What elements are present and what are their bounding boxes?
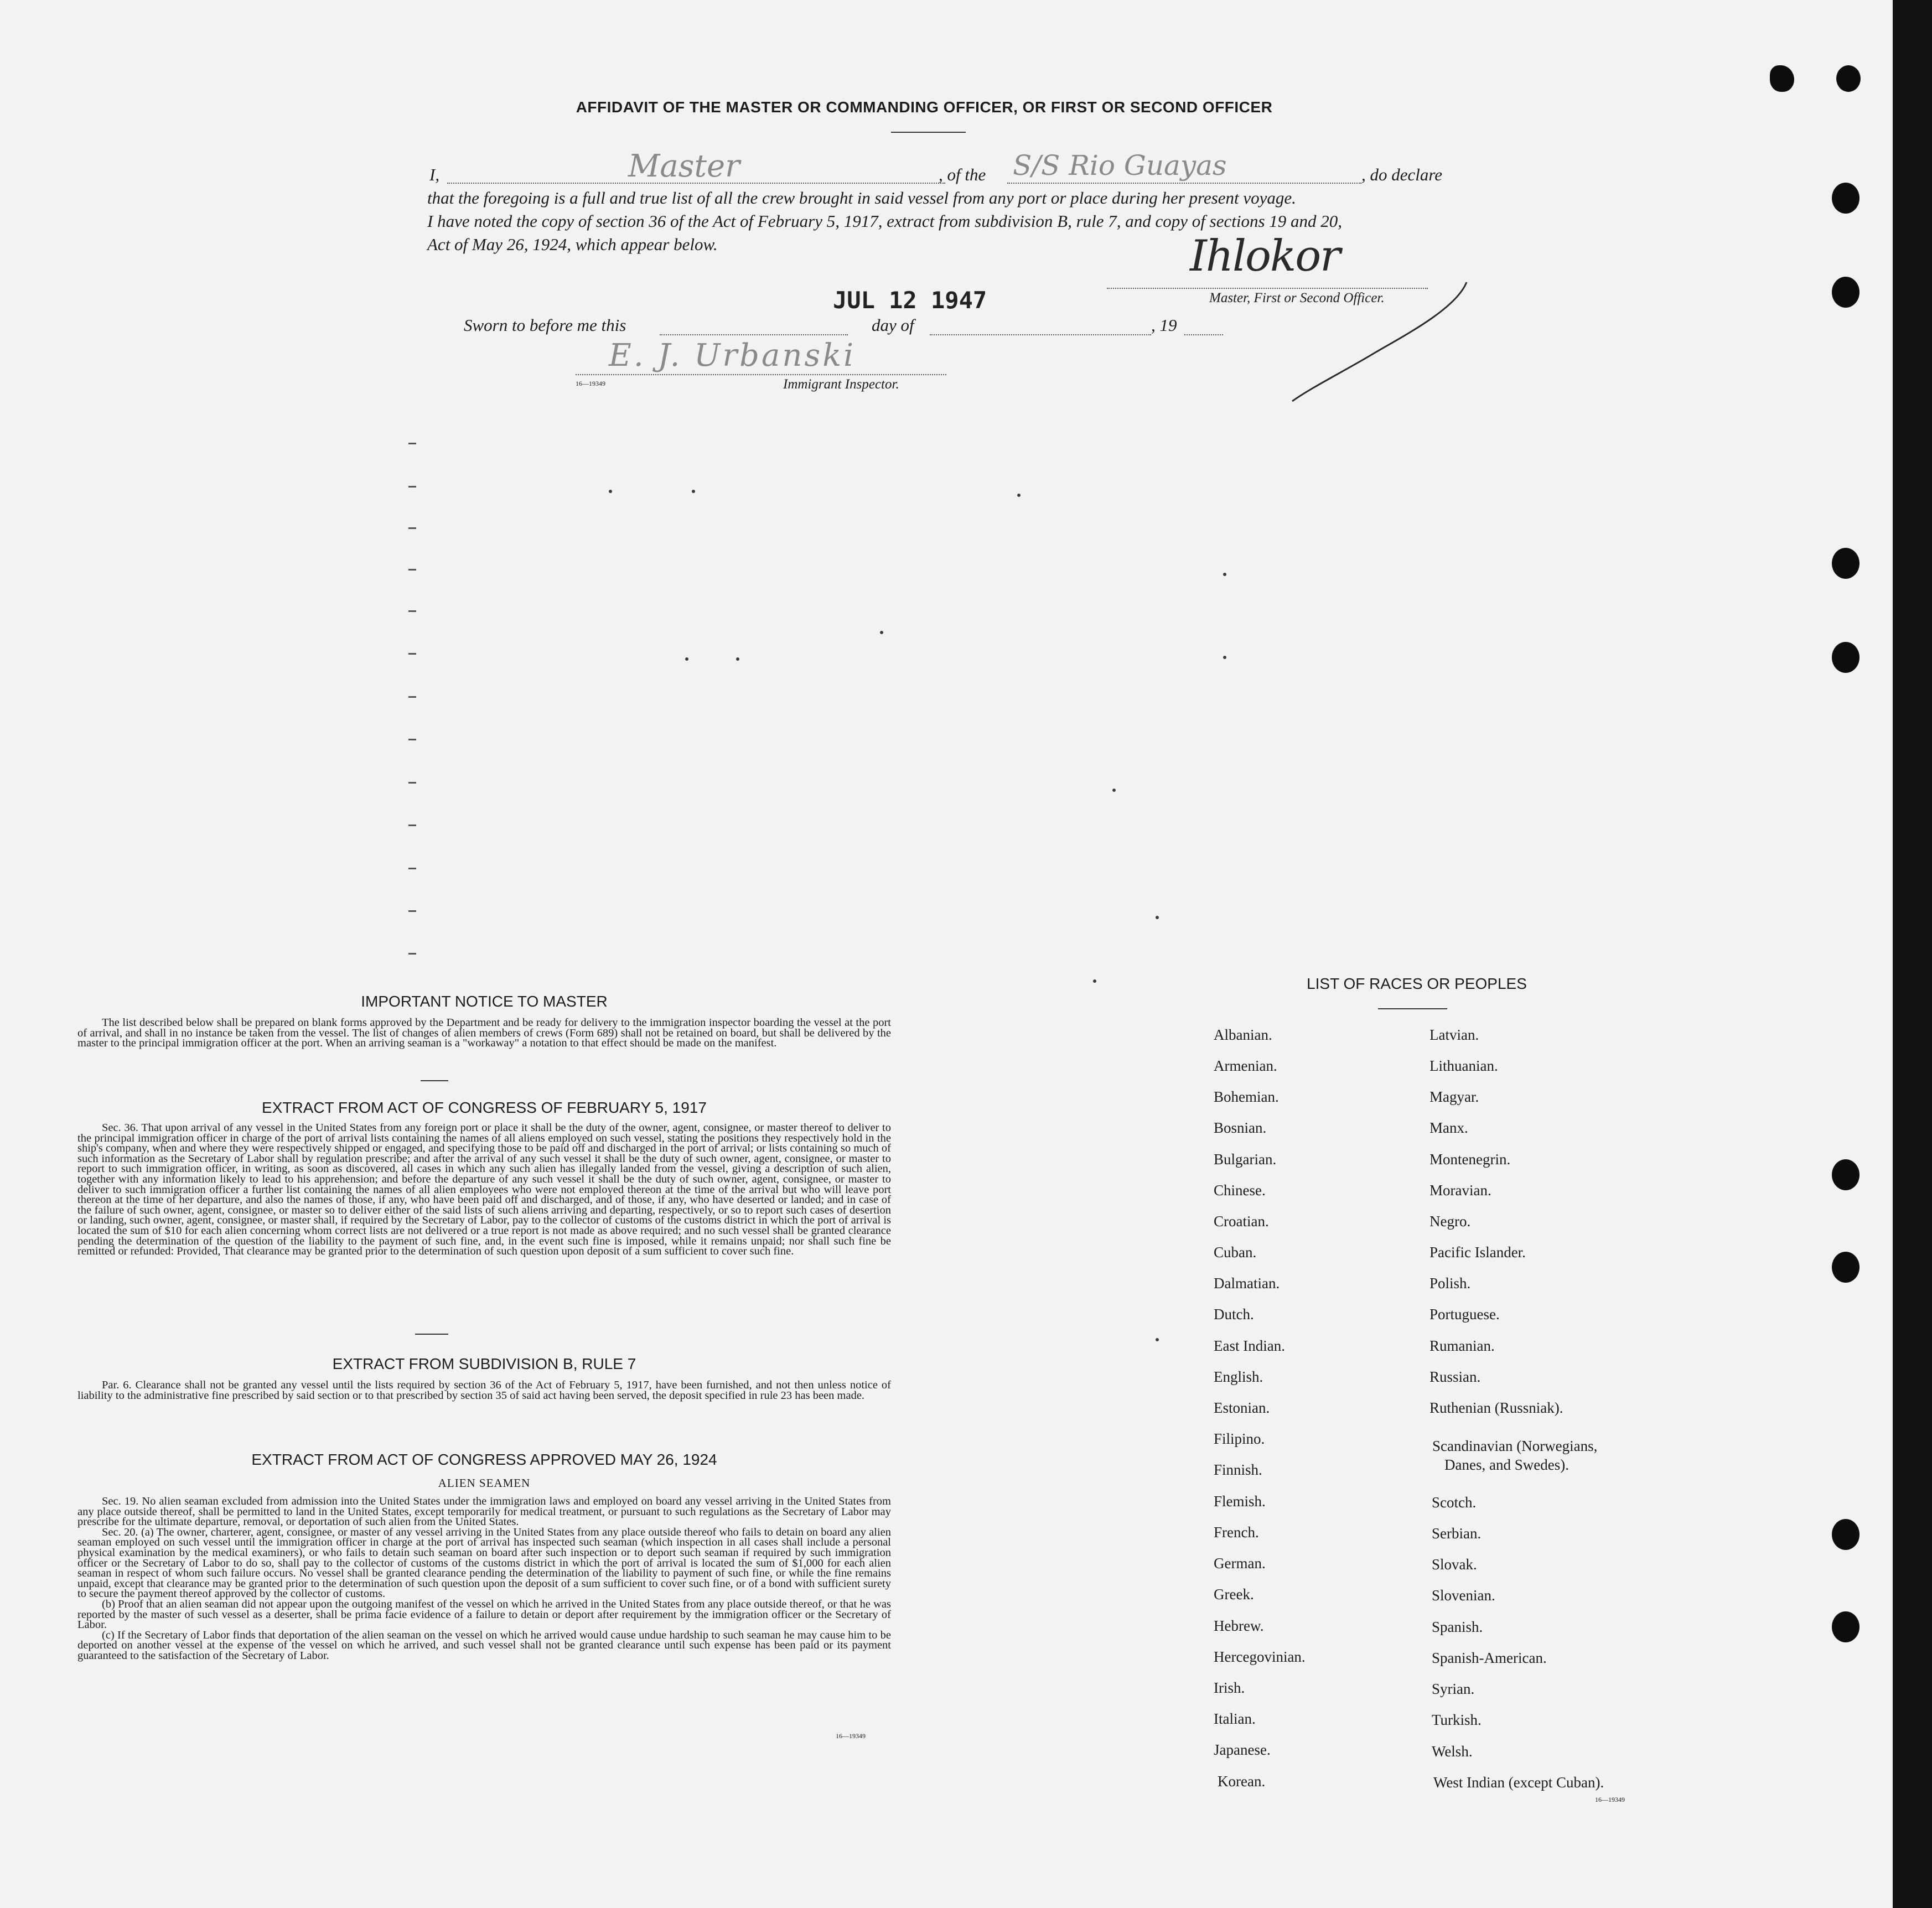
race-item: Russian.	[1429, 1368, 1481, 1385]
race-item: Spanish.	[1432, 1619, 1483, 1635]
scan-mark	[408, 569, 416, 571]
race-item: Estonian.	[1214, 1399, 1270, 1416]
races-heading-underline	[1378, 1008, 1447, 1009]
scan-mark	[1112, 789, 1116, 792]
scan-mark	[880, 631, 883, 634]
race-item: Portuguese.	[1429, 1306, 1500, 1323]
scan-mark	[408, 825, 416, 826]
race-item: Scandinavian (Norwegians,	[1432, 1438, 1598, 1454]
race-item: Albanian.	[1214, 1026, 1272, 1043]
binder-hole	[1770, 65, 1794, 92]
scan-mark	[408, 782, 416, 784]
extract-rule7-body: Par. 6. Clearance shall not be granted any vessel until the lists required by section 36 of the Act of February 5, 1917, have been furnished, and not then unless notice of liability to the administrative fine prescribed by said section or to that prescribed by section 35 of said act having been served, the deposit specified in rule 23 has been made.	[77, 1379, 891, 1402]
race-item: Negro.	[1429, 1213, 1471, 1230]
race-item: Hercegovinian.	[1214, 1648, 1306, 1665]
race-item: Spanish-American.	[1432, 1650, 1547, 1666]
extract-1917-body: Sec. 36. That upon arrival of any vessel in the United States from any foreign port or place it shall be the duty of the owner, agent, consignee, or master thereof to deliver to the principal immigration officer in charge of the port of arrival lists containing the names of all aliens employed on such vessel, stating the positions they respectively hold in the ship's company, when and where they were respectively shipped or engaged, and specifying those to be paid off and discharged in the port of arrival; or lists containing so much of such information as the Secretary of Labor shall by regulation prescribe; and after the arrival of any such vessel it shall be the duty of such owner, agent, consignee, or master to report to such immigration officer, in writing, as soon as discovered, all cases in which any such alien has illegally landed from the vessel, giving a description of such alien, together with any information likely to lead to his apprehension; and before the departure of any such vessel it shall be the duty of such owner, agent, consignee, or master to deliver to such immigration officer a further list containing the names of all alien employees who were not employed thereon at the time of the arrival but who will leave port thereon at the time of her departure, and also the names of those, if any, who have been paid off and discharged, and of those, if any, who have deserted or landed; and in case of the failure of such owner, agent, consignee, or master so to deliver either of the said lists of such aliens arriving and departing, respectively, or so to report such cases of desertion or landing, such owner, agent, consignee, or master shall, if required by the Secretary of Labor, pay to the collector of customs of the customs district in which the port of arrival is located the sum of $10 for each alien concerning whom correct lists are not delivered or a true report is not made as above required; and no such vessel shall be granted clearance pending the determination of the question of the liability to the payment of such fine, and, in the event such fine is imposed, while it remains unpaid; nor shall such fine be remitted or refunded: Provided, That clearance may be granted prior to the determination of such question upon deposit of a sum sufficient to cover such fine.	[77, 1122, 891, 1258]
scan-mark	[736, 657, 739, 661]
race-item: Danes, and Swedes).	[1444, 1456, 1569, 1473]
inspector-signature-line	[576, 374, 946, 375]
master-caption: Master, First or Second Officer.	[1209, 291, 1385, 305]
sec-20c-body: (c) If the Secretary of Labor finds that deportation of the alien seaman on the vessel on which he arrived would cause undue hardship to such seaman he may cause him to be deported on another vessel at the expense of the vessel on which he arrived, and such vessel shall not be granted clearance until such expense has been paid or its payment guaranteed to the satisfaction of the Secretary of Labor.	[77, 1629, 891, 1662]
master-signature: Ihlokor	[1190, 231, 1340, 281]
binder-hole	[1836, 65, 1861, 92]
race-item: Moravian.	[1429, 1182, 1491, 1199]
notice-body: The list described below shall be prepared on blank forms approved by the Department and be ready for delivery to the immigration inspector boarding the vessel at the port of arrival, and shall in no instance be taken from the vessel. The list of changes of alien members of crews (Form 689) shall not be retained on board, but shall be delivered by the master to the principal immigration officer at the port. When an arriving seaman is a "workaway" a notation to that effect should be made on the manifest.	[77, 1017, 891, 1049]
race-item: Chinese.	[1214, 1182, 1266, 1199]
binder-hole	[1832, 548, 1860, 579]
scan-mark	[408, 910, 416, 912]
declare-label: , do declare	[1361, 165, 1443, 184]
race-item: Greek.	[1214, 1586, 1254, 1603]
race-item: Cuban.	[1214, 1244, 1257, 1261]
race-item: Polish.	[1429, 1275, 1471, 1292]
vessel-fill-line	[1007, 183, 1361, 184]
sworn-year-fill-line	[1184, 334, 1223, 335]
binder-hole	[1832, 1252, 1860, 1283]
affidavit-line-2: that the foregoing is a full and true list of all the crew brought in said vessel from any port or place during her present voyage.	[427, 188, 1296, 208]
race-item: Rumanian.	[1429, 1337, 1495, 1354]
races-heading: LIST OF RACES OR PEOPLES	[1307, 975, 1527, 992]
vessel-handwritten: S/S Rio Guayas	[1013, 149, 1227, 182]
race-item: Manx.	[1429, 1119, 1468, 1136]
race-item: Serbian.	[1432, 1525, 1482, 1542]
affidavit-form-number: 16—19349	[576, 380, 605, 387]
race-item: Filipino.	[1214, 1430, 1265, 1447]
extract-rule7-heading: EXTRACT FROM SUBDIVISION B, RULE 7	[332, 1355, 636, 1372]
scan-mark	[408, 527, 416, 529]
race-item: Bulgarian.	[1214, 1151, 1277, 1168]
race-item: East Indian.	[1214, 1337, 1285, 1354]
binder-hole	[1832, 1519, 1860, 1550]
sworn-day-fill-line	[660, 334, 848, 335]
extract-1924-text	[77, 1496, 891, 1661]
race-item: Syrian.	[1432, 1681, 1475, 1697]
year-label: , 19	[1151, 315, 1177, 335]
race-item: Italian.	[1214, 1710, 1256, 1727]
race-item: Ruthenian (Russniak).	[1429, 1399, 1563, 1416]
race-item: Latvian.	[1429, 1026, 1479, 1043]
date-stamp: JUL 12 1947	[833, 287, 987, 314]
affidavit-i-label: I,	[429, 165, 440, 184]
left-form-number: 16—19349	[836, 1732, 866, 1740]
scan-mark	[408, 443, 416, 444]
scan-mark	[408, 486, 416, 488]
title-underline	[891, 132, 966, 133]
alien-seamen-subheading: ALIEN SEAMEN	[438, 1476, 531, 1490]
race-item: Scotch.	[1432, 1494, 1477, 1511]
scan-mark	[1223, 573, 1226, 576]
race-item: Bohemian.	[1214, 1088, 1279, 1105]
race-item: Montenegrin.	[1429, 1151, 1511, 1168]
race-item: Croatian.	[1214, 1213, 1269, 1230]
inspector-signature: E. J. Urbanski	[609, 338, 856, 374]
race-item: Slovenian.	[1432, 1587, 1495, 1604]
scan-mark	[408, 696, 416, 698]
of-the-label: , of the	[939, 165, 986, 184]
extract-1917-heading: EXTRACT FROM ACT OF CONGRESS OF FEBRUARY 5, 1917	[262, 1099, 707, 1116]
race-item: Welsh.	[1432, 1743, 1473, 1760]
sworn-month-fill-line	[930, 334, 1151, 335]
scan-mark	[408, 739, 416, 740]
race-item: Dalmatian.	[1214, 1275, 1280, 1292]
race-item: Lithuanian.	[1429, 1057, 1498, 1074]
sec-20b-body: (b) Proof that an alien seaman did not appear upon the outgoing manifest of the vessel on which he arrived in the United States from any place outside thereof, or that he was reported by the master of such vessel as a deserter, shall be prima facie evidence of a failure to detain or deport after requirement by the immigration officer or the Secretary of Labor.	[77, 1598, 891, 1631]
races-form-number: 16—19349	[1595, 1796, 1625, 1803]
extract-1917-separator	[415, 1334, 448, 1335]
notice-heading: IMPORTANT NOTICE TO MASTER	[361, 993, 608, 1010]
day-of-label: day of	[872, 315, 914, 335]
binder-hole	[1832, 277, 1860, 308]
scan-mark	[1156, 1338, 1159, 1341]
scan-mark	[685, 657, 688, 661]
race-item: Armenian.	[1214, 1057, 1277, 1074]
extract-1924-heading: EXTRACT FROM ACT OF CONGRESS APPROVED MAY 26, 1924	[251, 1451, 717, 1468]
sec-20a-body: Sec. 20. (a) The owner, charterer, agent, consignee, or master of any vessel arriving in the United States from any place outside thereof who fails to detain on board any alien seaman employed on such vessel until the immigration officer in charge at the port of arrival has inspected such seaman (which inspection in all cases shall include a personal physical examination by the medical examiners), or who fails to detain such seaman on board after such inspection or to deport such seaman if required by such immigration officer or the Secretary of Labor to do so, shall pay to the collector of customs of the customs district in which the port of arrival is located the sum of $1,000 for each alien seaman in respect of whom such failure occurs. No vessel shall be granted clearance pending the determination of the liability to payment of such fine, or while the fine remains unpaid, except that clearance may be granted prior to the determination of such question upon the deposit of a sum sufficient to cover such fine, or of a bond with sufficient surety to secure the payment thereof approved by the collector of customs.	[77, 1526, 891, 1600]
scan-mark	[408, 953, 416, 955]
race-item: Bosnian.	[1214, 1119, 1267, 1136]
binder-hole	[1832, 183, 1860, 214]
race-item: Dutch.	[1214, 1306, 1254, 1323]
scan-mark	[1156, 916, 1159, 919]
race-item: Magyar.	[1429, 1088, 1479, 1105]
scan-mark	[408, 610, 416, 612]
master-signature-line	[1107, 288, 1428, 289]
sworn-label: Sworn to before me this	[464, 315, 626, 335]
affidavit-line-4: Act of May 26, 1924, which appear below.	[427, 235, 718, 254]
race-item: Finnish.	[1214, 1461, 1262, 1478]
binder-hole	[1832, 1159, 1860, 1190]
race-item: West Indian (except Cuban).	[1433, 1774, 1604, 1791]
race-item: Hebrew.	[1214, 1617, 1264, 1634]
race-item: German.	[1214, 1555, 1266, 1572]
race-item: French.	[1214, 1524, 1259, 1541]
scan-mark	[692, 490, 695, 493]
scan-mark	[1017, 494, 1021, 497]
scan-mark	[1223, 656, 1226, 659]
race-item: Korean.	[1218, 1773, 1266, 1790]
scan-mark	[609, 490, 612, 493]
binder-hole	[1832, 1611, 1860, 1642]
affidavit-title: AFFIDAVIT OF THE MASTER OR COMMANDING OFFICER, OR FIRST OR SECOND OFFICER	[576, 98, 1273, 116]
race-item: English.	[1214, 1368, 1263, 1385]
race-item: Turkish.	[1432, 1712, 1482, 1728]
race-item: Pacific Islander.	[1429, 1244, 1526, 1261]
affidavit-line-3: I have noted the copy of section 36 of the Act of February 5, 1917, extract from subdivision B, rule 7, and copy of sections 19 and 20,	[427, 211, 1343, 231]
race-item: Irish.	[1214, 1679, 1245, 1696]
sec-19-body: Sec. 19. No alien seaman excluded from admission into the United States under the immigration laws and employed on board any vessel arriving in the United States from any place outside thereof, shall be permitted to land in the United States, except temporarily for medical treatment, or pursuant to such regulations as the Secretary of Labor may prescribe for the ultimate departure, removal, or deportation of such alien from the United States.	[77, 1495, 891, 1528]
race-item: Slovak.	[1432, 1556, 1477, 1573]
scan-mark	[408, 653, 416, 655]
inspector-caption: Immigrant Inspector.	[783, 377, 899, 392]
binder-hole	[1832, 642, 1860, 673]
race-item: Flemish.	[1214, 1493, 1266, 1510]
scan-mark	[1093, 979, 1096, 983]
master-handwritten: Master	[628, 148, 740, 184]
scan-mark	[408, 868, 416, 869]
race-item: Japanese.	[1214, 1741, 1271, 1758]
notice-separator	[421, 1080, 448, 1081]
